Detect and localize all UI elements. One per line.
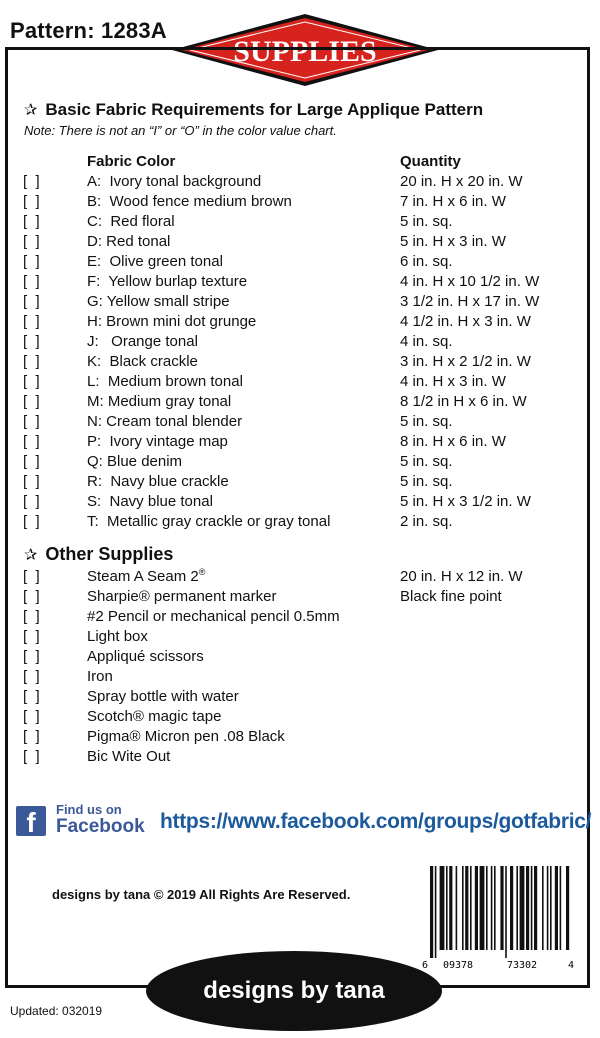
checkbox[interactable]: [ ] [23, 413, 40, 430]
checkbox[interactable]: [ ] [23, 493, 40, 510]
fabric-row [0, 212, 600, 232]
fabric-quantity: 4 in. sq. [400, 333, 453, 350]
checkbox[interactable]: [ ] [23, 473, 40, 490]
fabric-quantity: 3 in. H x 2 1/2 in. W [400, 353, 531, 370]
fabric-color-header: Fabric Color [87, 153, 176, 170]
fabric-color-name: R: Navy blue crackle [87, 473, 229, 490]
barcode-bar [516, 866, 518, 950]
checkbox[interactable]: [ ] [23, 313, 40, 330]
checkbox[interactable]: [ ] [23, 353, 40, 370]
supply-quantity: 20 in. H x 12 in. W [400, 568, 523, 585]
facebook-icon[interactable]: f [16, 806, 46, 836]
checkbox[interactable]: [ ] [23, 293, 40, 310]
supply-row [0, 747, 600, 767]
barcode-bar [475, 866, 478, 950]
barcode-digit-right: 4 [568, 960, 575, 971]
fabric-quantity: 5 in. sq. [400, 413, 453, 430]
supply-name: Steam A Seam 2® [87, 567, 206, 585]
barcode-bar [486, 866, 488, 950]
fabric-quantity: 4 in. H x 3 in. W [400, 373, 506, 390]
supply-name: Scotch® magic tape [87, 708, 222, 725]
copyright-notice: designs by tana © 2019 All Rights Are Reserved. [52, 887, 351, 902]
fabric-color-name: T: Metallic gray crackle or gray tonal [87, 513, 331, 530]
fabric-quantity: 5 in. sq. [400, 453, 453, 470]
barcode-bar [430, 866, 433, 958]
checkbox[interactable]: [ ] [23, 273, 40, 290]
fabric-row [0, 472, 600, 492]
barcode-bar [531, 866, 533, 950]
fabric-row [0, 352, 600, 372]
checkbox[interactable]: [ ] [23, 688, 40, 705]
fabric-quantity: 4 1/2 in. H x 3 in. W [400, 313, 531, 330]
pattern-number: Pattern: 1283A [10, 18, 167, 43]
checkbox[interactable]: [ ] [23, 608, 40, 625]
fabric-row [0, 412, 600, 432]
fabric-color-name: P: Ivory vintage map [87, 433, 228, 450]
checkbox[interactable]: [ ] [23, 173, 40, 190]
fabric-row [0, 232, 600, 252]
barcode-bar [560, 866, 562, 950]
barcode-bar [550, 866, 552, 950]
supply-quantity: Black fine point [400, 588, 502, 605]
fabric-row [0, 252, 600, 272]
fabric-color-name: H: Brown mini dot grunge [87, 313, 257, 330]
supply-name: Pigma® Micron pen .08 Black [87, 728, 285, 745]
checkbox[interactable]: [ ] [23, 213, 40, 230]
barcode-bar [547, 866, 549, 950]
fabric-quantity: 5 in. H x 3 in. W [400, 233, 506, 250]
supply-row [0, 707, 600, 727]
fabric-row [0, 452, 600, 472]
supply-row [0, 587, 600, 607]
fabric-quantity: 5 in. sq. [400, 213, 453, 230]
fabric-color-name: M: Medium gray tonal [87, 393, 232, 410]
supply-name: Spray bottle with water [87, 688, 239, 705]
quantity-header: Quantity [400, 153, 461, 170]
fabric-quantity: 6 in. sq. [400, 253, 453, 270]
checkbox[interactable]: [ ] [23, 433, 40, 450]
supply-row [0, 567, 600, 587]
fabric-row [0, 492, 600, 512]
checkbox[interactable]: [ ] [23, 708, 40, 725]
fabric-color-name: N: Cream tonal blender [87, 413, 243, 430]
fabric-quantity: 5 in. H x 3 1/2 in. W [400, 493, 531, 510]
checkbox[interactable]: [ ] [23, 453, 40, 470]
fabric-color-name: S: Navy blue tonal [87, 493, 213, 510]
barcode-digit-left: 6 [422, 960, 429, 971]
checkbox[interactable]: [ ] [23, 373, 40, 390]
barcode-bar [566, 866, 569, 950]
fabric-row [0, 512, 600, 532]
fabric-quantity: 7 in. H x 6 in. W [400, 193, 506, 210]
supply-row [0, 687, 600, 707]
supply-row [0, 607, 600, 627]
fabric-quantity: 2 in. sq. [400, 513, 453, 530]
fabric-row [0, 372, 600, 392]
star-icon: ✰ [24, 102, 38, 119]
fabric-quantity: 3 1/2 in. H x 17 in. W [400, 293, 540, 310]
barcode-bar [480, 866, 485, 950]
fabric-row [0, 172, 600, 192]
supply-row [0, 667, 600, 687]
checkbox[interactable]: [ ] [23, 193, 40, 210]
fabric-row [0, 312, 600, 332]
star-icon: ✰ [24, 546, 38, 564]
fabric-color-name: Q: Blue denim [87, 453, 183, 470]
barcode-bar [462, 866, 464, 950]
other-supplies-heading [24, 544, 173, 565]
supply-row [0, 727, 600, 747]
barcode-bar [456, 866, 458, 950]
barcode-bar [510, 866, 513, 950]
fabric-color-name: A: Ivory tonal background [87, 173, 262, 190]
supply-name: Sharpie® permanent marker [87, 588, 277, 605]
barcode-bar [449, 866, 452, 950]
updated-date: Updated: 032019 [10, 1004, 103, 1018]
barcode-bar [500, 866, 503, 950]
checkbox[interactable]: [ ] [23, 568, 40, 585]
fabric-row [0, 272, 600, 292]
checkbox[interactable]: [ ] [23, 628, 40, 645]
checkbox[interactable]: [ ] [23, 393, 40, 410]
fabric-row [0, 192, 600, 212]
facebook-group-link[interactable]: https://www.facebook.com/groups/gotfabric/ [160, 810, 592, 833]
facebook-find-us[interactable]: Find us on Facebook [56, 802, 145, 837]
fabric-color-name: J: Orange tonal [87, 333, 198, 350]
footer-brand-oval: designs by tana [146, 951, 442, 1031]
fabric-color-name: G: Yellow small stripe [87, 293, 230, 310]
barcode-bar [505, 866, 507, 958]
barcode-bar [534, 866, 537, 950]
other-supplies-title: Other Supplies [45, 544, 174, 564]
fabric-section-heading [24, 100, 483, 120]
barcode-bar [555, 866, 558, 950]
fabric-color-name: D: Red tonal [87, 233, 171, 250]
barcode-bar [520, 866, 525, 950]
supply-name: Iron [87, 668, 113, 685]
fabric-row [0, 292, 600, 312]
supply-name: Bic Wite Out [87, 748, 171, 765]
fabric-section-title: Basic Fabric Requirements for Large Applique Pattern [45, 100, 484, 119]
fabric-color-name: K: Black crackle [87, 353, 198, 370]
barcode-bar [470, 866, 472, 950]
fabric-quantity: 8 1/2 in H x 6 in. W [400, 393, 527, 410]
upc-barcode [418, 862, 578, 974]
checkbox[interactable]: [ ] [23, 728, 40, 745]
supply-row [0, 627, 600, 647]
fabric-row [0, 432, 600, 452]
fabric-row [0, 332, 600, 352]
fabric-quantity: 4 in. H x 10 1/2 in. W [400, 273, 540, 290]
barcode-bar [491, 866, 493, 950]
barcode-bar [465, 866, 468, 950]
fabric-row [0, 392, 600, 412]
checkbox[interactable]: [ ] [23, 513, 40, 530]
barcode-bar [494, 866, 496, 950]
barcode-bar [446, 866, 448, 950]
barcode-group-2: 73302 [506, 960, 538, 971]
fabric-color-name: C: Red floral [87, 213, 175, 230]
checkbox[interactable]: [ ] [23, 333, 40, 350]
checkbox[interactable]: [ ] [23, 253, 40, 270]
fabric-color-name: L: Medium brown tonal [87, 373, 243, 390]
barcode-group-1: 09378 [442, 960, 474, 971]
checkbox[interactable]: [ ] [23, 588, 40, 605]
fabric-color-name: E: Olive green tonal [87, 253, 223, 270]
fabric-quantity: 20 in. H x 20 in. W [400, 173, 523, 190]
supply-name: Appliqué scissors [87, 648, 204, 665]
barcode-bar [440, 866, 445, 950]
fabric-quantity: 8 in. H x 6 in. W [400, 433, 506, 450]
barcode-bar [435, 866, 437, 958]
checkbox[interactable]: [ ] [23, 648, 40, 665]
checkbox[interactable]: [ ] [23, 668, 40, 685]
checkbox[interactable]: [ ] [23, 748, 40, 765]
barcode-bar [542, 866, 544, 950]
color-chart-note: Note: There is not an “I” or “O” in the color value chart. [24, 123, 337, 138]
supply-row [0, 647, 600, 667]
fabric-color-name: B: Wood fence medium brown [87, 193, 292, 210]
fabric-quantity: 5 in. sq. [400, 473, 453, 490]
supply-name: #2 Pencil or mechanical pencil 0.5mm [87, 608, 340, 625]
barcode-bar [526, 866, 529, 950]
supply-name: Light box [87, 628, 148, 645]
checkbox[interactable]: [ ] [23, 233, 40, 250]
fabric-color-name: F: Yellow burlap texture [87, 273, 248, 290]
banner-text: SUPPLIES [233, 35, 377, 68]
